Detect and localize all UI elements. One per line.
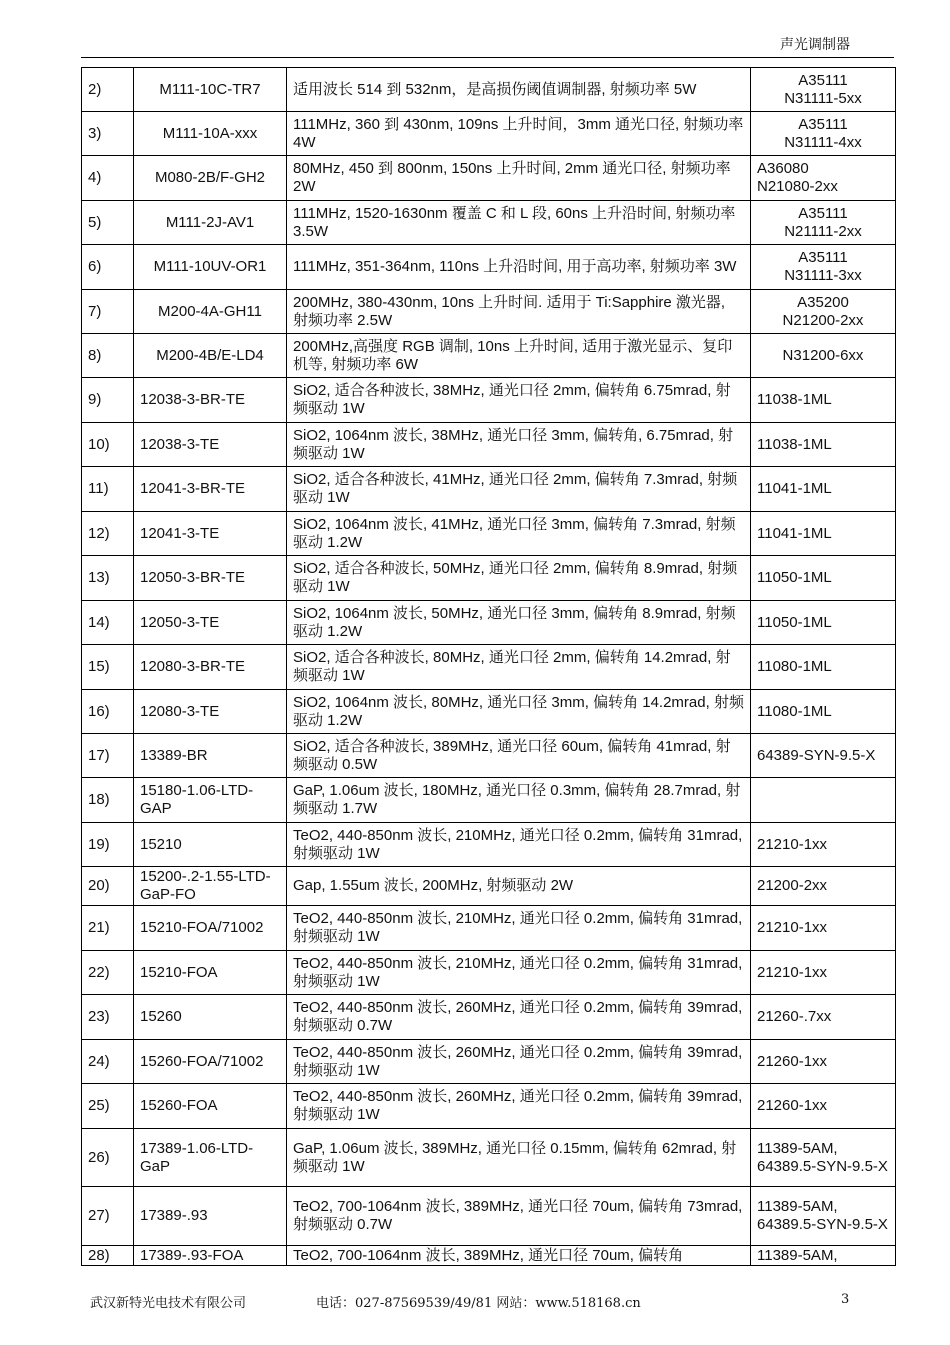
table-row <box>82 951 896 995</box>
description-cell: SiO2, 适合各种波长, 80MHz, 通光口径 2mm, 偏转角 14.2mrad, 射频驱动 1W <box>287 645 751 690</box>
row-number: 24) <box>82 1040 134 1084</box>
model-cell: 12038-3-BR-TE <box>134 378 287 423</box>
model-cell: 13389-BR <box>134 734 287 778</box>
model-cell: 17389-1.06-LTD-GaP <box>134 1129 287 1187</box>
row-number: 17) <box>82 734 134 778</box>
part-number-cell: N31200-6xx <box>751 334 896 378</box>
table-row <box>82 68 896 112</box>
part-number-cell: 11389-5AM, <box>751 1246 896 1266</box>
row-number: 21) <box>82 906 134 951</box>
row-number: 7) <box>82 290 134 334</box>
description-cell: TeO2, 440-850nm 波长, 260MHz, 通光口径 0.2mm, 偏转角 39mrad, 射频驱动 0.7W <box>287 995 751 1040</box>
description-cell: TeO2, 440-850nm 波长, 260MHz, 通光口径 0.2mm, 偏转角 39mrad, 射频驱动 1W <box>287 1040 751 1084</box>
part-number-cell: 21200-2xx <box>751 867 896 906</box>
part-number-cell: 11080-1ML <box>751 690 896 734</box>
page-header-title: 声光调制器 <box>780 37 850 53</box>
description-cell: 111MHz, 1520-1630nm 覆盖 C 和 L 段, 60ns 上升沿时间, 射频功率 3.5W <box>287 201 751 245</box>
row-number: 6) <box>82 245 134 290</box>
model-cell: 15210-FOA <box>134 951 287 995</box>
description-cell: SiO2, 适合各种波长, 41MHz, 通光口径 2mm, 偏转角 7.3mrad, 射频驱动 1W <box>287 467 751 512</box>
part-number-cell <box>751 778 896 823</box>
part-number-cell: 21210-1xx <box>751 951 896 995</box>
part-number-cell: A35111 N31111-5xx <box>751 68 896 112</box>
table-row <box>82 1040 896 1084</box>
description-cell: TeO2, 700-1064nm 波长, 389MHz, 通光口径 70um, 偏转角 73mrad, 射频驱动 0.7W <box>287 1187 751 1246</box>
description-cell: 200MHz,高强度 RGB 调制, 10ns 上升时间, 适用于激光显示、复印机等, 射频功率 6W <box>287 334 751 378</box>
table-row <box>82 778 896 823</box>
table-row <box>82 906 896 951</box>
description-cell: SiO2, 1064nm 波长, 38MHz, 通光口径 3mm, 偏转角, 6.75mrad, 射频驱动 1W <box>287 423 751 467</box>
part-number-cell: 11389-5AM, 64389.5-SYN-9.5-X <box>751 1187 896 1246</box>
description-cell: TeO2, 700-1064nm 波长, 389MHz, 通光口径 70um, 偏转角 <box>287 1246 751 1266</box>
part-number-cell: A35111 N31111-4xx <box>751 112 896 156</box>
description-cell: 200MHz, 380-430nm, 10ns 上升时间. 适用于 Ti:Sapphire 激光器, 射频功率 2.5W <box>287 290 751 334</box>
row-number: 12) <box>82 512 134 556</box>
row-number: 9) <box>82 378 134 423</box>
model-cell: M200-4A-GH11 <box>134 290 287 334</box>
description-cell: GaP, 1.06um 波长, 180MHz, 通光口径 0.3mm, 偏转角 28.7mrad, 射频驱动 1.7W <box>287 778 751 823</box>
row-number: 20) <box>82 867 134 906</box>
description-cell: SiO2, 适合各种波长, 38MHz, 通光口径 2mm, 偏转角 6.75mrad, 射频驱动 1W <box>287 378 751 423</box>
model-cell: 15200-.2-1.55-LTD-GaP-FO <box>134 867 287 906</box>
description-cell: GaP, 1.06um 波长, 389MHz, 通光口径 0.15mm, 偏转角 62mrad, 射频驱动 1W <box>287 1129 751 1187</box>
part-number-cell: 11038-1ML <box>751 423 896 467</box>
row-number: 2) <box>82 68 134 112</box>
table-row <box>82 645 896 690</box>
row-number: 16) <box>82 690 134 734</box>
part-number-cell: 64389-SYN-9.5-X <box>751 734 896 778</box>
product-spec-table <box>81 67 896 1266</box>
table-row <box>82 423 896 467</box>
model-cell: 12050-3-BR-TE <box>134 556 287 601</box>
description-cell: 111MHz, 351-364nm, 110ns 上升沿时间, 用于高功率, 射频功率 3W <box>287 245 751 290</box>
row-number: 22) <box>82 951 134 995</box>
description-cell: SiO2, 1064nm 波长, 50MHz, 通光口径 3mm, 偏转角 8.9mrad, 射频驱动 1.2W <box>287 601 751 645</box>
header-divider <box>81 57 894 58</box>
footer-contact: 电话：027-87569539/49/81 网站：www.518168.cn <box>316 1296 641 1311</box>
table-row <box>82 995 896 1040</box>
description-cell: SiO2, 适合各种波长, 389MHz, 通光口径 60um, 偏转角 41mrad, 射频驱动 0.5W <box>287 734 751 778</box>
model-cell: M111-10C-TR7 <box>134 68 287 112</box>
description-cell: TeO2, 440-850nm 波长, 210MHz, 通光口径 0.2mm, 偏转角 31mrad, 射频驱动 1W <box>287 951 751 995</box>
model-cell: 15260 <box>134 995 287 1040</box>
model-cell: 15210 <box>134 823 287 867</box>
row-number: 14) <box>82 601 134 645</box>
description-cell: SiO2, 1064nm 波长, 41MHz, 通光口径 3mm, 偏转角 7.3mrad, 射频驱动 1.2W <box>287 512 751 556</box>
model-cell: 17389-.93 <box>134 1187 287 1246</box>
part-number-cell: 11041-1ML <box>751 512 896 556</box>
description-cell: Gap, 1.55um 波长, 200MHz, 射频驱动 2W <box>287 867 751 906</box>
table-row <box>82 601 896 645</box>
row-number: 18) <box>82 778 134 823</box>
table-row <box>82 378 896 423</box>
row-number: 23) <box>82 995 134 1040</box>
model-cell: 12038-3-TE <box>134 423 287 467</box>
model-cell: 15260-FOA <box>134 1084 287 1129</box>
model-cell: M080-2B/F-GH2 <box>134 156 287 201</box>
model-cell: 17389-.93-FOA <box>134 1246 287 1266</box>
table-row <box>82 112 896 156</box>
model-cell: 12050-3-TE <box>134 601 287 645</box>
description-cell: TeO2, 440-850nm 波长, 210MHz, 通光口径 0.2mm, 偏转角 31mrad, 射频驱动 1W <box>287 906 751 951</box>
model-cell: M200-4B/E-LD4 <box>134 334 287 378</box>
part-number-cell: 11050-1ML <box>751 601 896 645</box>
row-number: 3) <box>82 112 134 156</box>
table-row <box>82 467 896 512</box>
row-number: 5) <box>82 201 134 245</box>
part-number-cell: 21260-1xx <box>751 1084 896 1129</box>
table-row <box>82 823 896 867</box>
row-number: 11) <box>82 467 134 512</box>
table-row <box>82 1084 896 1129</box>
model-cell: 12080-3-TE <box>134 690 287 734</box>
description-cell: 适用波长 514 到 532nm，是高损伤阈值调制器, 射频功率 5W <box>287 68 751 112</box>
model-cell: 12041-3-BR-TE <box>134 467 287 512</box>
table-row <box>82 201 896 245</box>
description-cell: SiO2, 适合各种波长, 50MHz, 通光口径 2mm, 偏转角 8.9mrad, 射频驱动 1W <box>287 556 751 601</box>
model-cell: M111-10UV-OR1 <box>134 245 287 290</box>
table-row <box>82 556 896 601</box>
description-cell: 80MHz, 450 到 800nm, 150ns 上升时间, 2mm 通光口径, 射频功率 2W <box>287 156 751 201</box>
row-number: 15) <box>82 645 134 690</box>
part-number-cell: 21260-1xx <box>751 1040 896 1084</box>
table-row <box>82 1187 896 1246</box>
table-row <box>82 245 896 290</box>
table-row <box>82 512 896 556</box>
table-row <box>82 156 896 201</box>
model-cell: M111-2J-AV1 <box>134 201 287 245</box>
description-cell: SiO2, 1064nm 波长, 80MHz, 通光口径 3mm, 偏转角 14.2mrad, 射频驱动 1.2W <box>287 690 751 734</box>
part-number-cell: A36080 N21080-2xx <box>751 156 896 201</box>
row-number: 27) <box>82 1187 134 1246</box>
part-number-cell: A35111 N31111-3xx <box>751 245 896 290</box>
table-row <box>82 734 896 778</box>
table-row <box>82 690 896 734</box>
table-row <box>82 867 896 906</box>
table-row <box>82 290 896 334</box>
part-number-cell: 11038-1ML <box>751 378 896 423</box>
row-number: 4) <box>82 156 134 201</box>
model-cell: 15210-FOA/71002 <box>134 906 287 951</box>
model-cell: 15180-1.06-LTD-GAP <box>134 778 287 823</box>
spec-table-body <box>82 68 896 1266</box>
table-row <box>82 1129 896 1187</box>
row-number: 10) <box>82 423 134 467</box>
part-number-cell: 11041-1ML <box>751 467 896 512</box>
model-cell: 12041-3-TE <box>134 512 287 556</box>
model-cell: 12080-3-BR-TE <box>134 645 287 690</box>
part-number-cell: 21210-1xx <box>751 906 896 951</box>
table-row <box>82 1246 896 1266</box>
part-number-cell: 11050-1ML <box>751 556 896 601</box>
row-number: 13) <box>82 556 134 601</box>
part-number-cell: A35200 N21200-2xx <box>751 290 896 334</box>
part-number-cell: 21260-.7xx <box>751 995 896 1040</box>
description-cell: 111MHz, 360 到 430nm, 109ns 上升时间，3mm 通光口径, 射频功率 4W <box>287 112 751 156</box>
row-number: 25) <box>82 1084 134 1129</box>
footer-company: 武汉新特光电技术有限公司 <box>90 1296 247 1311</box>
row-number: 26) <box>82 1129 134 1187</box>
model-cell: M111-10A-xxx <box>134 112 287 156</box>
description-cell: TeO2, 440-850nm 波长, 210MHz, 通光口径 0.2mm, 偏转角 31mrad, 射频驱动 1W <box>287 823 751 867</box>
table-row <box>82 334 896 378</box>
page-number: 3 <box>841 1292 850 1307</box>
model-cell: 15260-FOA/71002 <box>134 1040 287 1084</box>
part-number-cell: A35111 N21111-2xx <box>751 201 896 245</box>
row-number: 28) <box>82 1246 134 1266</box>
part-number-cell: 11389-5AM, 64389.5-SYN-9.5-X <box>751 1129 896 1187</box>
description-cell: TeO2, 440-850nm 波长, 260MHz, 通光口径 0.2mm, 偏转角 39mrad, 射频驱动 1W <box>287 1084 751 1129</box>
part-number-cell: 11080-1ML <box>751 645 896 690</box>
row-number: 8) <box>82 334 134 378</box>
part-number-cell: 21210-1xx <box>751 823 896 867</box>
row-number: 19) <box>82 823 134 867</box>
